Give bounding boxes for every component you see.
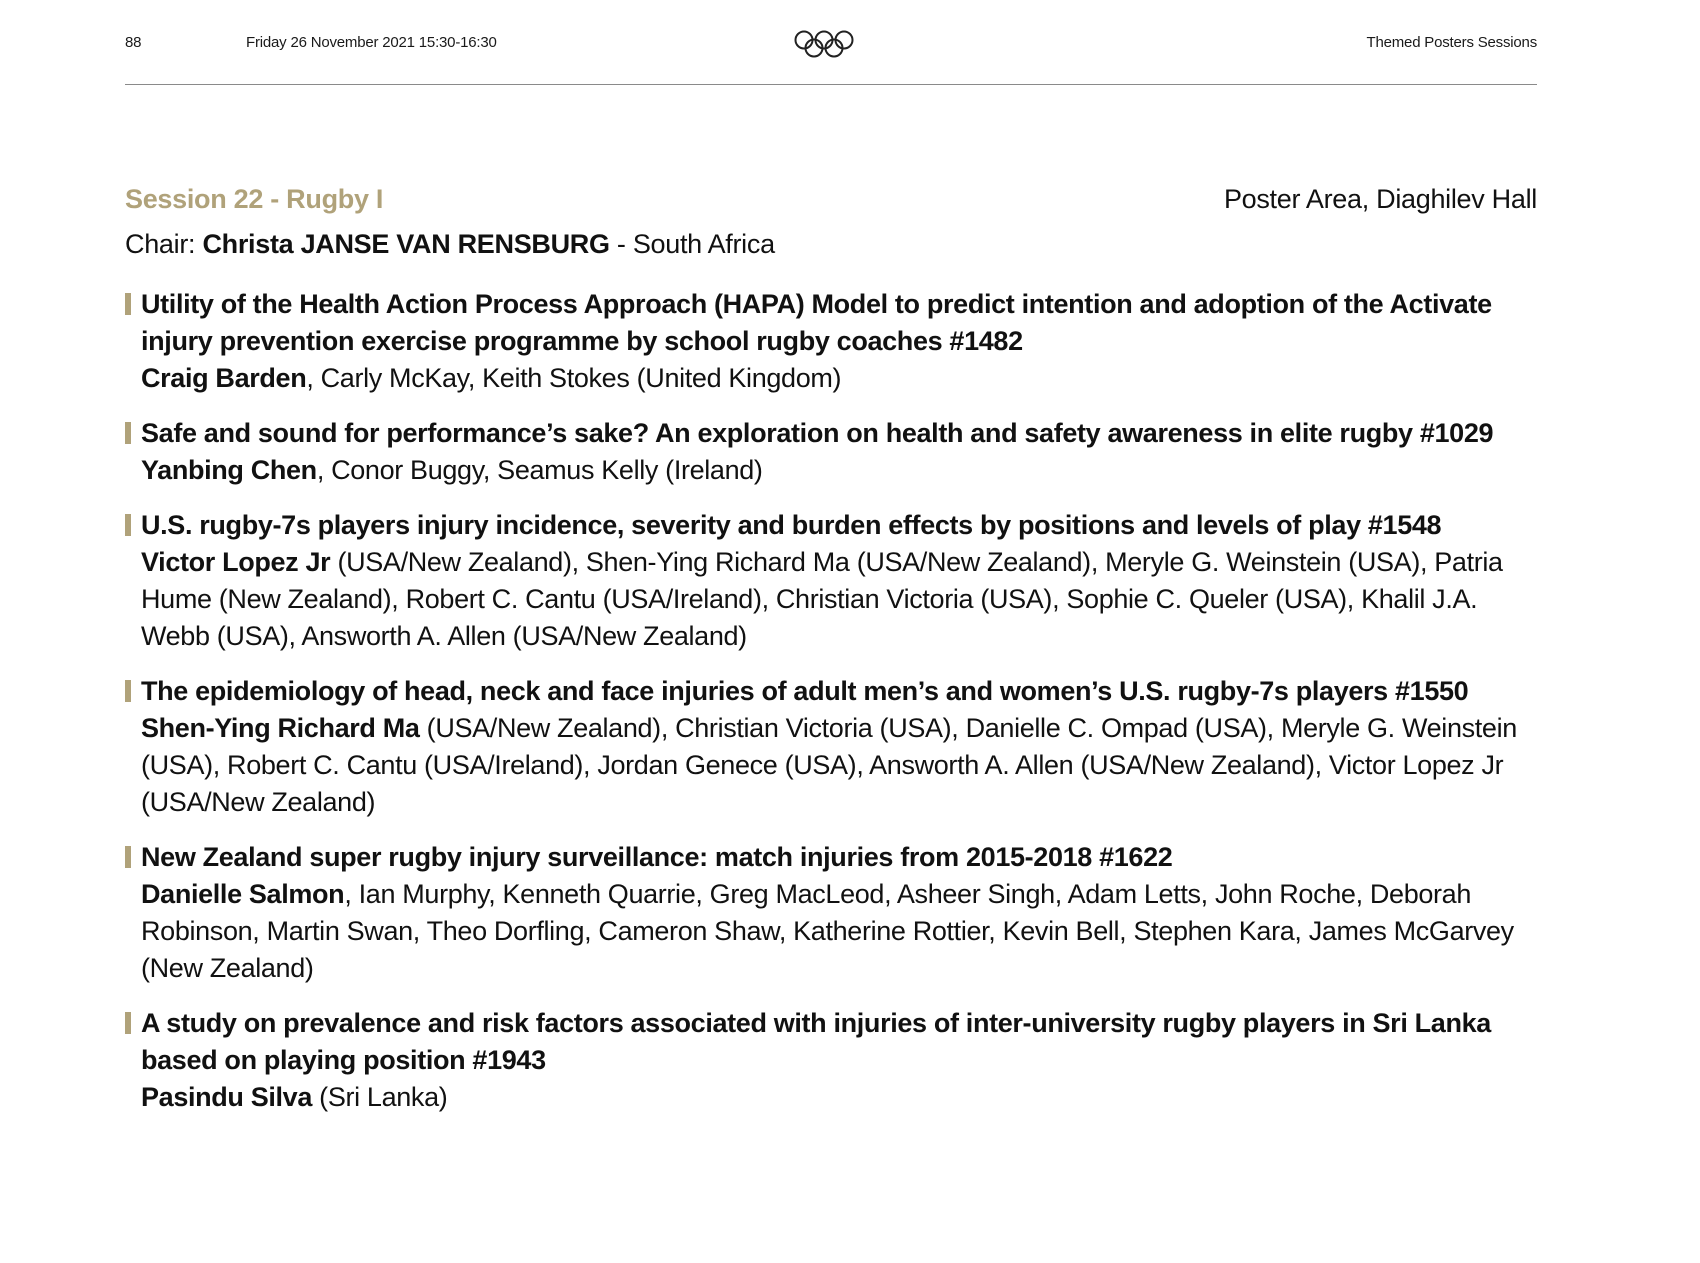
co-authors: , Ian Murphy, Kenneth Quarrie, Greg MacLeod, Asheer Singh, Adam Letts, John Roche, Deborah Robinson, Martin Swan, Theo Dorfling, Cameron Shaw, Katherine Rottier, Kevin Bell, Stephen Kara, James McGarvey (New Zealand)	[141, 879, 1514, 983]
abstract-item	[125, 286, 1525, 397]
abstract-title: A study on prevalence and risk factors associated with injuries of inter-university rugby players in Sri Lanka based on playing position #1943	[141, 1008, 1491, 1075]
session-date-time: Friday 26 November 2021 15:30-16:30	[246, 34, 497, 51]
abstract-title: The epidemiology of head, neck and face injuries of adult men’s and women’s U.S. rugby-7s players #1550	[141, 676, 1469, 706]
co-authors: (Sri Lanka)	[312, 1082, 448, 1112]
abstract-title: New Zealand super rugby injury surveillance: match injuries from 2015-2018 #1622	[141, 842, 1173, 872]
session-chair	[125, 229, 775, 260]
abstract-authors	[141, 1079, 1525, 1116]
session-venue: Poster Area, Diaghilev Hall	[1223, 184, 1537, 214]
abstract-item	[125, 415, 1525, 489]
bullet-marker	[125, 422, 131, 444]
abstract-item	[125, 507, 1525, 655]
abstract-authors	[141, 360, 1525, 397]
header-divider	[125, 84, 1537, 85]
abstract-item	[125, 1005, 1525, 1116]
lead-author: Pasindu Silva	[141, 1082, 313, 1112]
abstract-authors	[141, 452, 1525, 489]
co-authors: , Conor Buggy, Seamus Kelly (Ireland)	[316, 455, 763, 485]
bullet-marker	[125, 1012, 131, 1034]
abstract-title: Safe and sound for performance’s sake? An exploration on health and safety awareness in elite rugby #1029	[141, 418, 1494, 448]
bullet-marker	[125, 293, 131, 315]
lead-author: Shen-Ying Richard Ma	[141, 713, 420, 743]
abstract-list	[125, 286, 1525, 1134]
page-header	[125, 30, 1537, 60]
bullet-marker	[125, 846, 131, 868]
bullet-marker	[125, 514, 131, 536]
abstract-item	[125, 839, 1525, 987]
lead-author: Danielle Salmon	[141, 879, 345, 909]
abstract-authors	[141, 710, 1525, 821]
session-title: Session 22 - Rugby I	[125, 184, 384, 214]
bullet-marker	[125, 680, 131, 702]
section-label: Themed Posters Sessions	[1366, 34, 1537, 51]
co-authors: (USA/New Zealand), Shen-Ying Richard Ma (USA/New Zealand), Meryle G. Weinstein (USA), Patria Hume (New Zealand), Robert C. Cantu (USA/Ireland), Christian Victoria (USA), Sophie C. Queler (USA), Khalil J.A. Webb (USA), Answorth A. Allen (USA/New Zealand)	[141, 547, 1503, 651]
olympic-rings-icon	[794, 30, 854, 62]
abstract-title: Utility of the Health Action Process Approach (HAPA) Model to predict intention and adoption of the Activate injury prevention exercise programme by school rugby coaches #1482	[141, 289, 1492, 356]
co-authors: (USA/New Zealand), Christian Victoria (USA), Danielle C. Ompad (USA), Meryle G. Weinstein (USA), Robert C. Cantu (USA/Ireland), Jordan Genece (USA), Answorth A. Allen (USA/New Zealand), Victor Lopez Jr (USA/New Zealand)	[141, 713, 1517, 817]
abstract-title: U.S. rugby-7s players injury incidence, severity and burden effects by positions and levels of play #1548	[141, 510, 1442, 540]
lead-author: Craig Barden	[141, 363, 307, 393]
chair-name: Christa JANSE VAN RENSBURG	[202, 229, 610, 259]
co-authors: , Carly McKay, Keith Stokes (United Kingdom)	[306, 363, 842, 393]
abstract-item	[125, 673, 1525, 821]
chair-country: - South Africa	[609, 229, 775, 259]
abstract-authors	[141, 876, 1525, 987]
abstract-authors	[141, 544, 1525, 655]
page-number: 88	[125, 34, 142, 51]
lead-author: Victor Lopez Jr	[141, 547, 331, 577]
lead-author: Yanbing Chen	[141, 455, 317, 485]
chair-label: Chair:	[125, 229, 203, 259]
